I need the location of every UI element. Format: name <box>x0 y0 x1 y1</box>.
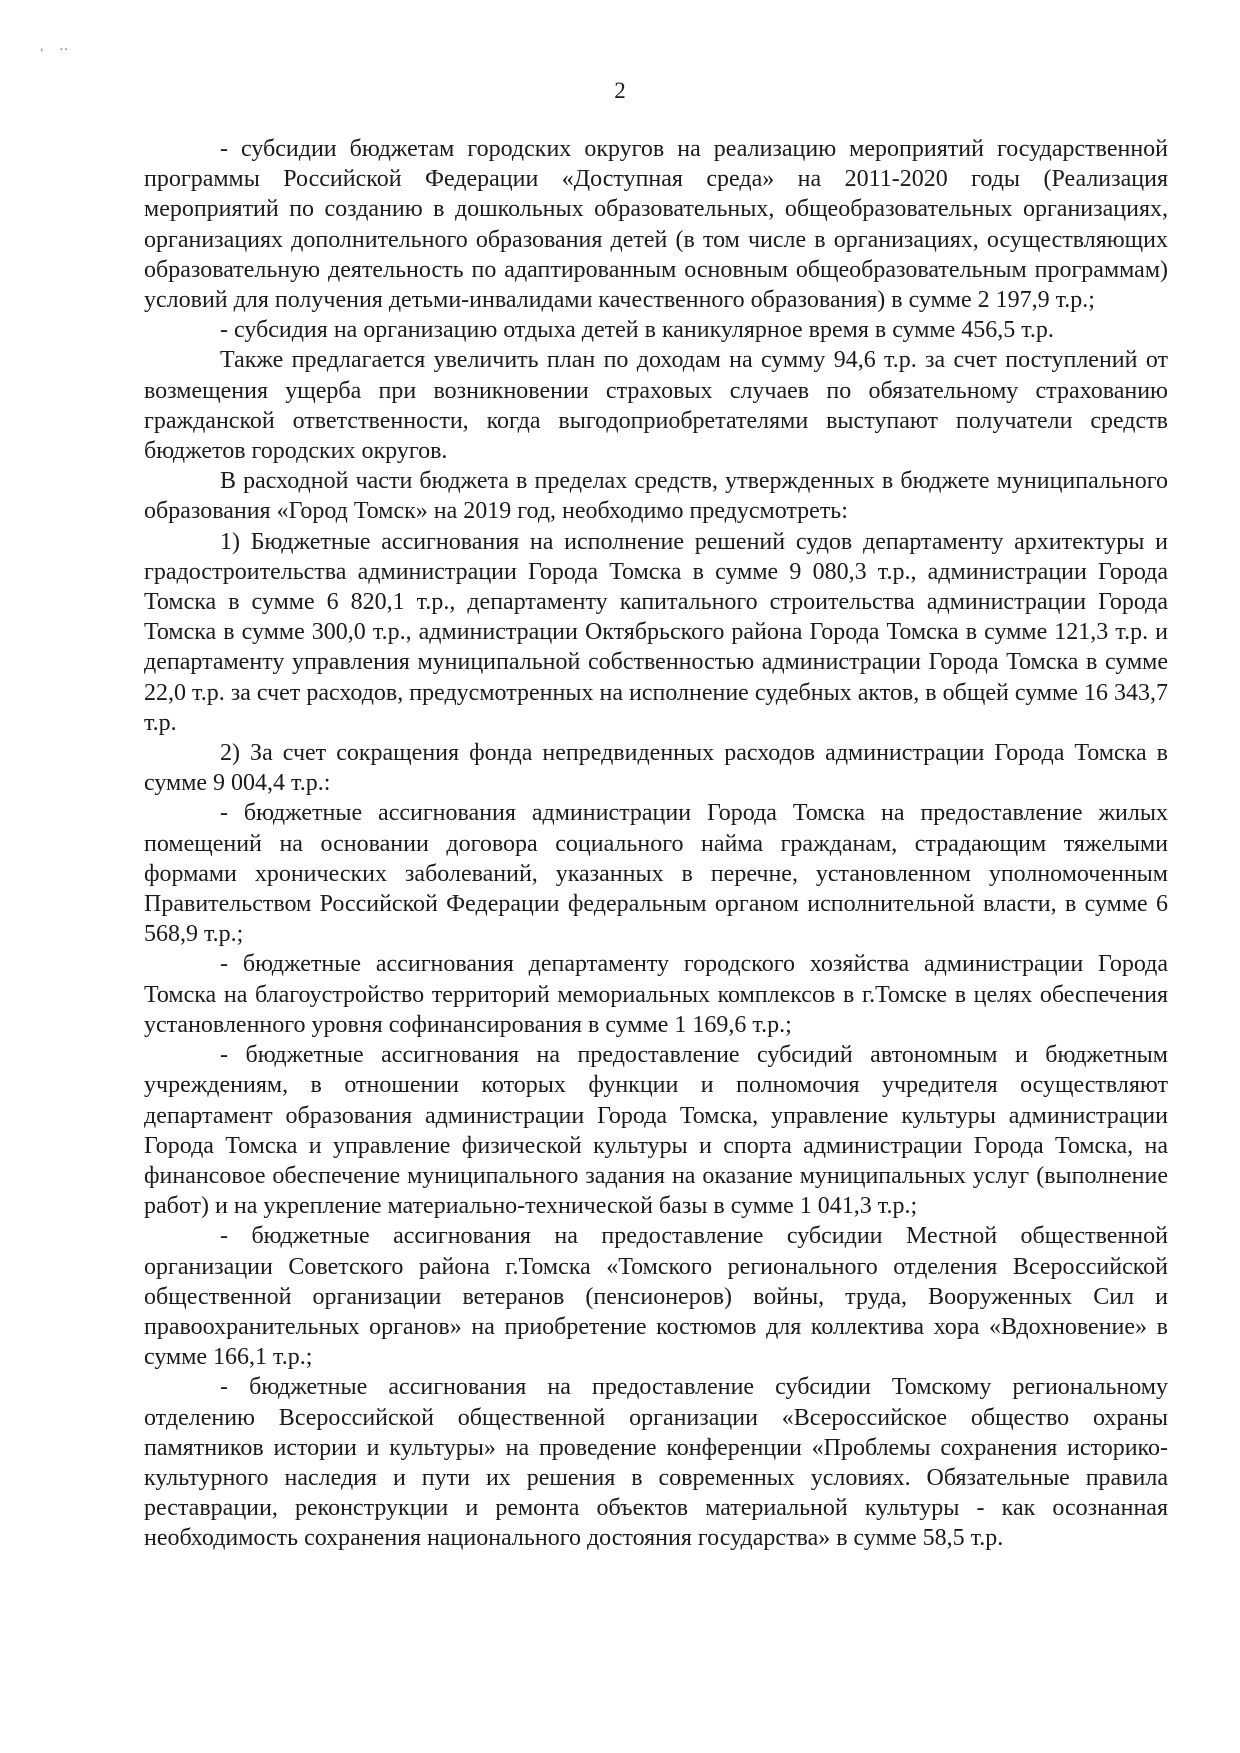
paragraph-memorials: - бюджетные ассигнования департаменту городского хозяйства администрации Города Томска на благоустройство территорий мемориальных комплексов в г.Томске в целях обеспечения установленного уровня софинансирования в сумме 1 169,6 т.р.; <box>144 951 1168 1038</box>
paragraph-income-increase: Также предлагается увеличить план по доходам на сумму 94,6 т.р. за счет поступлений от возмещения ущерба при возникновении страховых случаев по обязательному страхованию гражданской ответственности, когда выгодоприобретателями выступают получатели средств бюджетов городских округов. <box>144 347 1168 465</box>
paragraph-institutions: - бюджетные ассигнования на предоставление субсидий автономным и бюджетным учреждениям, в отношении которых функции и полномочия учредителя осуществляют департамент образования администрации Города Томска, управление культуры администрации Города Томска и управление физической культуры и спорта администрации Города Томска, на финансовое обеспечение муниципального задания на оказание муниципальных услуг (выполнение работ) и на укрепление материально-технической базы в сумме 1 041,3 т.р.; <box>144 1042 1168 1220</box>
document-body <box>144 134 1168 1554</box>
paragraph-subsidy-children-rest: - субсидия на организацию отдыха детей в каникулярное время в сумме 456,5 т.р. <box>220 317 1054 344</box>
paragraph-subsidy-accessible-environment: - субсидии бюджетам городских округов на реализацию мероприятий государственной программы Российской Федерации «Доступная среда» на 2011-2020 годы (Реализация мероприятий по созданию в дошкольных образовательных, общеобразовательных организациях, организациях дополнительного образования детей (в том числе в организациях, осуществляющих образовательную деятельность по адаптированным основным общеобразовательным программам) условий для получения детьми-инвалидами качественного образования) в сумме 2 197,9 т.р.; <box>144 136 1168 314</box>
paragraph-housing: - бюджетные ассигнования администрации Города Томска на предоставление жилых помещений на основании договора социального найма гражданам, страдающим тяжелыми формами хронических заболеваний, указанных в перечне, установленном уполномоченным Правительством Российской Федерации федеральным органом исполнительной власти, в сумме 6 568,9 т.р.; <box>144 800 1168 948</box>
paragraph-expenditure-intro: В расходной части бюджета в пределах средств, утвержденных в бюджете муниципального образования «Город Томск» на 2019 год, необходимо предусмотреть: <box>144 468 1168 525</box>
paragraph-veterans-choir: - бюджетные ассигнования на предоставление субсидии Местной общественной организации Советского района г.Томска «Томского регионального отделения Всероссийской общественной организации ветеранов (пенсионеров) войны, труда, Вооруженных Сил и правоохранительных органов» на приобретение костюмов для коллектива хора «Вдохновение» в сумме 166,1 т.р.; <box>144 1223 1168 1371</box>
paragraph-reserve-fund: 2) За счет сокращения фонда непредвиденных расходов администрации Города Томска в сумме 9 004,4 т.р.: <box>144 740 1168 797</box>
paragraph-court-decisions: 1) Бюджетные ассигнования на исполнение решений судов департаменту архитектуры и градостроительства администрации Города Томска в сумме 9 080,3 т.р., администрации Города Томска в сумме 6 820,1 т.р., департаменту капитального строительства администрации Города Томска в сумме 300,0 т.р., администрации Октябрьского района Города Томска в сумме 121,3 т.р. и департаменту управления муниципальной собственностью администрации Города Томска в сумме 22,0 т.р. за счет расходов, предусмотренных на исполнение судебных актов, в общей сумме 16 343,7 т.р. <box>144 528 1168 736</box>
page-number: 2 <box>614 78 626 103</box>
scan-mark: , ‥ <box>40 39 75 54</box>
paragraph-heritage-conference: - бюджетные ассигнования на предоставление субсидии Томскому региональному отделению Всероссийской общественной организации «Всероссийское общество охраны памятников истории и культуры» на проведение конференции «Проблемы сохранения историко-культурного наследия и пути их решения в современных условиях. Обязательные правила реставрации, реконструкции и ремонта объектов материальной культуры - как осознанная необходимость сохранения национального достояния государства» в сумме 58,5 т.р. <box>144 1374 1168 1552</box>
